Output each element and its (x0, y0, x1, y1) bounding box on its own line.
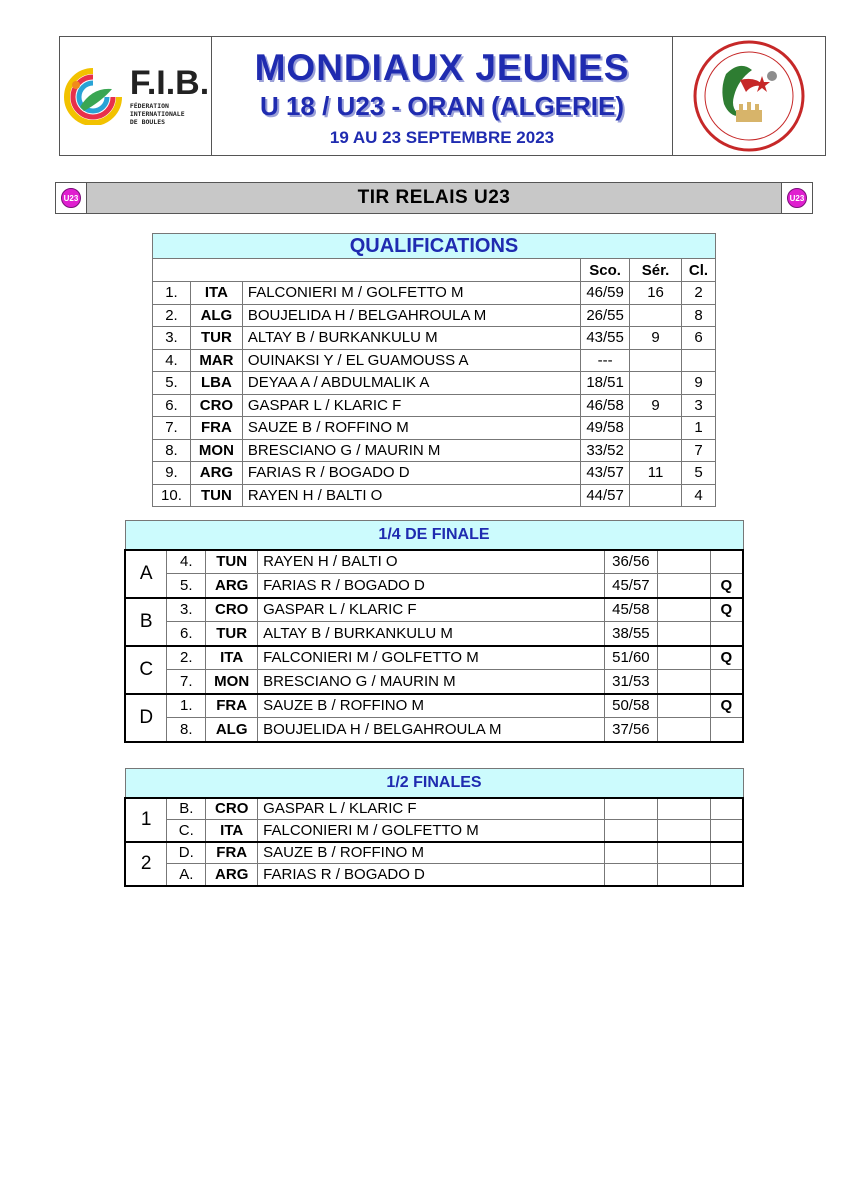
series (657, 842, 710, 864)
country-code: TUR (190, 327, 242, 350)
semifinals-table (124, 768, 744, 887)
qualified-mark (710, 842, 743, 864)
series: 9 (630, 394, 682, 417)
table-row (125, 798, 743, 820)
seed: 3. (167, 598, 206, 622)
player-names: BOUJELIDA H / BELGAHROULA M (258, 718, 605, 742)
country-code: ARG (190, 462, 242, 485)
group-label: B (125, 598, 167, 646)
table-row (153, 484, 716, 507)
country-code: ARG (206, 574, 258, 598)
fib-emblem-icon (62, 67, 124, 125)
country-code: MON (206, 670, 258, 694)
table-row (153, 439, 716, 462)
country-code: TUR (206, 622, 258, 646)
country-code: ITA (206, 646, 258, 670)
score: 38/55 (604, 622, 657, 646)
series (657, 598, 710, 622)
series (630, 484, 682, 507)
header-titles (212, 37, 673, 155)
event-dates: 19 AU 23 SEPTEMBRE 2023 (329, 128, 555, 147)
qualified-mark (710, 670, 743, 694)
country-code: TUN (190, 484, 242, 507)
col-series: Sér. (630, 259, 682, 282)
seed: 6. (167, 622, 206, 646)
table-row (125, 622, 743, 646)
event-banner (55, 182, 813, 214)
score: 46/58 (581, 394, 630, 417)
country-code: ARG (206, 864, 258, 886)
qualified-mark: Q (710, 646, 743, 670)
seed: A. (167, 864, 206, 886)
score: 46/59 (581, 282, 630, 305)
rank-number: 5. (153, 372, 191, 395)
table-row (153, 304, 716, 327)
group-label: D (125, 694, 167, 742)
country-code: ITA (190, 282, 242, 305)
score: 43/57 (581, 462, 630, 485)
rank-number: 10. (153, 484, 191, 507)
qualifications-title: QUALIFICATIONS (153, 234, 716, 259)
table-row (125, 646, 743, 670)
player-names: ALTAY B / BURKANKULU M (258, 622, 605, 646)
final-rank (682, 349, 716, 372)
player-names: SAUZE B / ROFFINO M (258, 694, 605, 718)
seed: D. (167, 842, 206, 864)
seed: 8. (167, 718, 206, 742)
qualified-mark (710, 622, 743, 646)
quarterfinals-table (124, 520, 744, 743)
score: 36/56 (604, 550, 657, 574)
country-code: MON (190, 439, 242, 462)
player-names: RAYEN H / BALTI O (258, 550, 605, 574)
country-code: MAR (190, 349, 242, 372)
col-rank: Cl. (682, 259, 716, 282)
table-row (153, 349, 716, 372)
table-row (153, 327, 716, 350)
player-names: BRESCIANO G / MAURIN M (242, 439, 580, 462)
table-row (153, 417, 716, 440)
qualified-mark (710, 820, 743, 842)
qualified-mark: Q (710, 694, 743, 718)
qualifications-table (152, 233, 716, 507)
rank-number: 9. (153, 462, 191, 485)
col-score: Sco. (581, 259, 630, 282)
seed: B. (167, 798, 206, 820)
seed: 4. (167, 550, 206, 574)
u23-badge-icon: U23 (787, 188, 807, 208)
player-names: RAYEN H / BALTI O (242, 484, 580, 507)
country-code: FRA (206, 694, 258, 718)
series (657, 694, 710, 718)
country-code: CRO (206, 798, 258, 820)
player-names: OUINAKSI Y / EL GUAMOUSS A (242, 349, 580, 372)
table-row (125, 694, 743, 718)
player-names: FALCONIERI M / GOLFETTO M (258, 646, 605, 670)
badge-right (781, 183, 812, 213)
semifinals-title: 1/2 FINALES (125, 769, 743, 798)
rank-number: 3. (153, 327, 191, 350)
score: 44/57 (581, 484, 630, 507)
table-row (125, 864, 743, 886)
country-code: LBA (190, 372, 242, 395)
blank-header (153, 259, 581, 282)
final-rank: 1 (682, 417, 716, 440)
qualified-mark (710, 864, 743, 886)
table-row (125, 820, 743, 842)
table-row (153, 282, 716, 305)
series (630, 304, 682, 327)
score: 45/58 (604, 598, 657, 622)
fib-logo (60, 37, 212, 155)
country-code: CRO (190, 394, 242, 417)
player-names: DEYAA A / ABDULMALIK A (242, 372, 580, 395)
score: 51/60 (604, 646, 657, 670)
event-title: TIR RELAIS U23 (357, 187, 511, 208)
table-row (153, 394, 716, 417)
country-code: ALG (206, 718, 258, 742)
rank-number: 2. (153, 304, 191, 327)
player-names: FALCONIERI M / GOLFETTO M (242, 282, 580, 305)
series (657, 820, 710, 842)
page-subtitle: U 18 / U23 - ORAN (ALGERIE) (259, 91, 625, 121)
qualifications-column-headers (153, 259, 716, 282)
seed: 5. (167, 574, 206, 598)
series (657, 550, 710, 574)
qualified-mark (710, 798, 743, 820)
score (605, 842, 658, 864)
u23-badge-icon: U23 (61, 188, 81, 208)
player-names: BOUJELIDA H / BELGAHROULA M (242, 304, 580, 327)
group-label: 1 (125, 798, 167, 842)
seed: 7. (167, 670, 206, 694)
table-row (153, 372, 716, 395)
table-row (125, 574, 743, 598)
final-rank: 9 (682, 372, 716, 395)
country-code: FRA (190, 417, 242, 440)
series: 16 (630, 282, 682, 305)
player-names: FARIAS R / BOGADO D (242, 462, 580, 485)
seed: 1. (167, 694, 206, 718)
player-names: ALTAY B / BURKANKULU M (242, 327, 580, 350)
score: 50/58 (604, 694, 657, 718)
rank-number: 1. (153, 282, 191, 305)
quarterfinals-title: 1/4 DE FINALE (125, 521, 743, 550)
score: 26/55 (581, 304, 630, 327)
series (657, 864, 710, 886)
fib-logo-subtitle: FÉDERATION INTERNATIONALE DE BOULES (129, 102, 185, 126)
player-names: FARIAS R / BOGADO D (258, 864, 605, 886)
score: 18/51 (581, 372, 630, 395)
series (630, 417, 682, 440)
series (657, 646, 710, 670)
country-code: TUN (206, 550, 258, 574)
table-row (125, 598, 743, 622)
qualified-mark: Q (710, 598, 743, 622)
country-code: FRA (206, 842, 258, 864)
rank-number: 4. (153, 349, 191, 372)
series: 9 (630, 327, 682, 350)
table-row (125, 718, 743, 742)
score (605, 820, 658, 842)
group-label: C (125, 646, 167, 694)
series (657, 798, 710, 820)
seed: C. (167, 820, 206, 842)
score: 49/58 (581, 417, 630, 440)
seed: 2. (167, 646, 206, 670)
country-code: ITA (206, 820, 258, 842)
series (657, 574, 710, 598)
player-names: GASPAR L / KLARIC F (258, 798, 605, 820)
final-rank: 7 (682, 439, 716, 462)
score (605, 798, 658, 820)
player-names: SAUZE B / ROFFINO M (242, 417, 580, 440)
table-row (125, 670, 743, 694)
table-row (153, 462, 716, 485)
series (657, 670, 710, 694)
final-rank: 4 (682, 484, 716, 507)
score: 33/52 (581, 439, 630, 462)
final-rank: 3 (682, 394, 716, 417)
player-names: FALCONIERI M / GOLFETTO M (258, 820, 605, 842)
country-code: ALG (190, 304, 242, 327)
series: 11 (630, 462, 682, 485)
group-label: 2 (125, 842, 167, 886)
rank-number: 8. (153, 439, 191, 462)
series (630, 349, 682, 372)
oran-emblem-icon (690, 40, 808, 152)
document-header (59, 36, 826, 156)
series (630, 372, 682, 395)
page-title: MONDIAUX JEUNES (254, 47, 630, 88)
qualified-mark (710, 550, 743, 574)
series (657, 718, 710, 742)
series (630, 439, 682, 462)
fib-logo-text: F.I.B. (129, 64, 210, 102)
score (605, 864, 658, 886)
series (657, 622, 710, 646)
player-names: GASPAR L / KLARIC F (242, 394, 580, 417)
badge-left (56, 183, 87, 213)
final-rank: 2 (682, 282, 716, 305)
score: --- (581, 349, 630, 372)
player-names: FARIAS R / BOGADO D (258, 574, 605, 598)
oran-logo (673, 37, 825, 155)
player-names: SAUZE B / ROFFINO M (258, 842, 605, 864)
score: 43/55 (581, 327, 630, 350)
player-names: GASPAR L / KLARIC F (258, 598, 605, 622)
qualified-mark: Q (710, 574, 743, 598)
rank-number: 6. (153, 394, 191, 417)
score: 45/57 (604, 574, 657, 598)
country-code: CRO (206, 598, 258, 622)
table-row (125, 842, 743, 864)
qualified-mark (710, 718, 743, 742)
score: 31/53 (604, 670, 657, 694)
final-rank: 8 (682, 304, 716, 327)
group-label: A (125, 550, 167, 598)
table-row (125, 550, 743, 574)
final-rank: 5 (682, 462, 716, 485)
player-names: BRESCIANO G / MAURIN M (258, 670, 605, 694)
score: 37/56 (604, 718, 657, 742)
rank-number: 7. (153, 417, 191, 440)
final-rank: 6 (682, 327, 716, 350)
